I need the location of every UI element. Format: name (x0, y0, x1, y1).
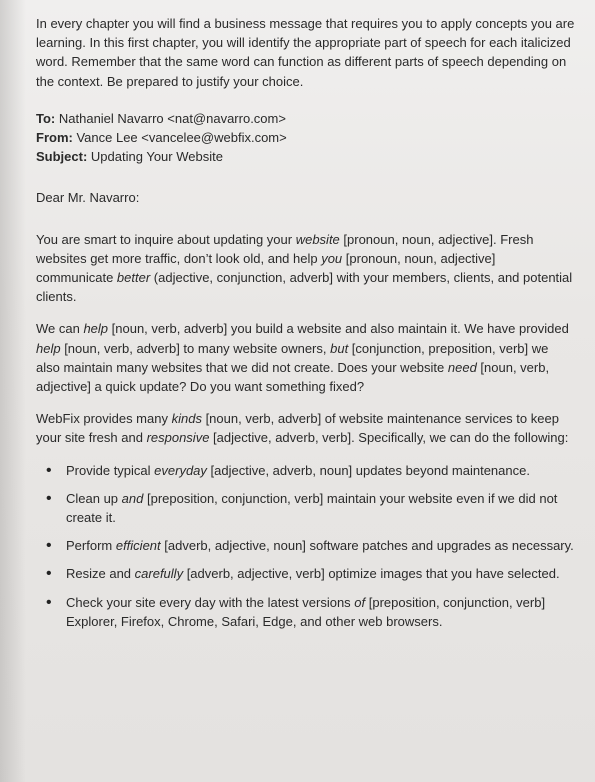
bullet-italic-word: everyday (154, 462, 207, 478)
email-header (36, 109, 575, 167)
list-item: • Provide typical everyday [adjective, adverb, noun] updates beyond maintenance. (46, 461, 575, 480)
p2-italic-help: help (83, 321, 109, 337)
paragraph-1 (36, 230, 575, 307)
p1-text-c: [pronoun, noun, adjective]. Fresh websites get more traffic, don’t look old, and help (36, 231, 534, 266)
list-item: • Clean up and [preposition, conjunction, verb] maintain your website even if we did not create it. (46, 489, 575, 527)
page-binding-shadow (0, 0, 26, 782)
p2-text-c: [noun, verb, adverb] you build a website and also maintain it. We have provided (108, 321, 569, 337)
p3-text-e: [adjective, adverb, verb]. Specifically, we can do the following: (209, 430, 569, 446)
salutation: Dear Mr. Navarro: (36, 190, 140, 206)
service-list (36, 461, 575, 631)
p2-text-a: We can (36, 321, 84, 337)
to-label: To: (36, 110, 56, 126)
p3-text-c: [noun, verb, adverb] of website maintenance services to keep your site fresh and (36, 411, 559, 446)
p1-italic-better: better (116, 270, 151, 286)
p3-italic-kinds: kinds (171, 411, 202, 427)
p2-text-e: [noun, verb, adverb] to many website owners, (60, 340, 331, 356)
p1-italic-website: website (295, 231, 340, 247)
p2-italic-help-2: help (36, 340, 61, 356)
from-label: From: (36, 130, 73, 146)
p1-italic-you: you (321, 250, 343, 266)
list-item: • Resize and carefully [adverb, adjective, verb] optimize images that you have selected. (46, 564, 575, 583)
from-value: Vance Lee <vancelee@webfix.com> (76, 130, 287, 146)
intro-paragraph: In every chapter you will find a business message that requires you to apply concepts you are learning. In this first chapter, you will identify the appropriate part of speech for each italicized word. Remember that the same word can function as different parts of speech depending on the context. Be prepared to justify your choice. (36, 16, 575, 89)
p1-text-e: [pronoun, noun, adjective] communicate (36, 250, 496, 286)
bullet-italic-word: of (354, 594, 366, 610)
from-line (36, 128, 575, 147)
p1-text-a: You are smart to inquire about updating your (36, 231, 296, 247)
p1-text-g: (adjective, conjunction, adverb] with your members, clients, and potential clients. (36, 270, 573, 305)
list-item: • Perform efficient [adverb, adjective, noun] software patches and upgrades as necessary. (46, 536, 575, 555)
p2-text-g: [conjunction, preposition, verb] we also maintain many websites that we did not create. Does your website (36, 340, 549, 375)
p2-italic-but: but (330, 340, 349, 356)
bullet-italic-word: efficient (115, 538, 161, 554)
p3-italic-responsive: responsive (146, 430, 210, 446)
bullet-italic-word: and (121, 490, 144, 506)
bullet-italic-word: carefully (134, 566, 184, 582)
subject-value: Updating Your Website (90, 149, 223, 165)
subject-label: Subject: (36, 149, 88, 165)
p2-italic-need: need (447, 359, 477, 375)
paragraph-3 (36, 409, 575, 447)
p3-text-a: WebFix provides many (36, 411, 172, 427)
to-value: Nathaniel Navarro <nat@navarro.com> (58, 110, 286, 126)
p2-text-i: [noun, verb, adjective] a quick update? Do you want something fixed? (36, 359, 550, 395)
subject-line (36, 147, 575, 166)
paragraph-2 (36, 319, 575, 396)
to-line (36, 109, 575, 128)
list-item: • Check your site every day with the latest versions of [preposition, conjunction, verb] Explorer, Firefox, Chrome, Safari, Edge, and other web browsers. (46, 593, 575, 631)
